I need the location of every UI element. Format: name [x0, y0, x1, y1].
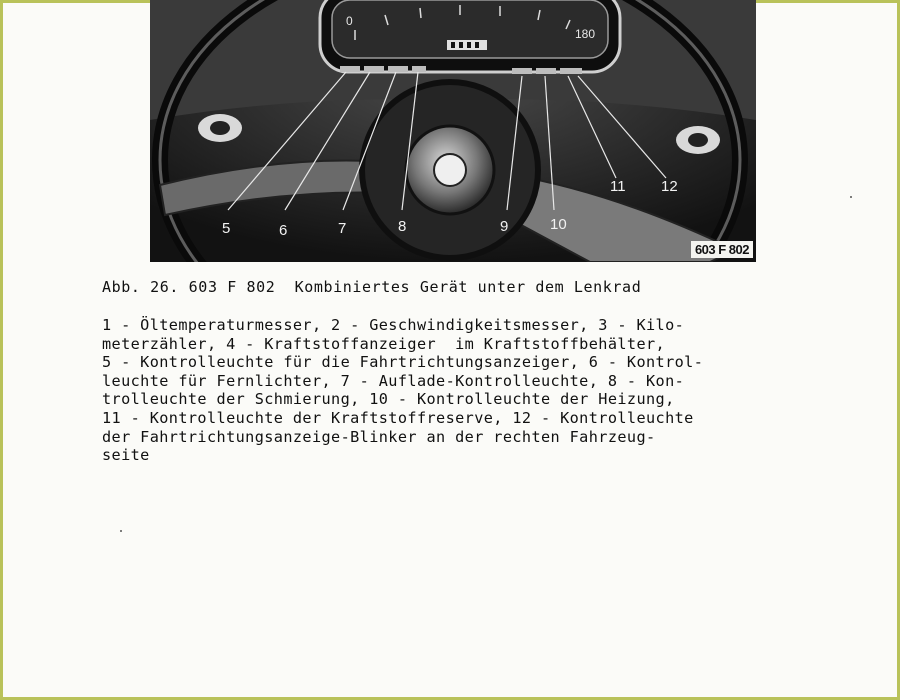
- callout-5: 5: [222, 220, 231, 237]
- scan-speck: [120, 530, 122, 532]
- gauge-label-180: 180: [575, 27, 596, 41]
- figure-legend: [102, 316, 862, 465]
- legend-line: der Fahrtrichtungsanzeige-Blinker an der rechten Fahrzeug-: [102, 427, 656, 446]
- callout-9: 9: [500, 218, 509, 235]
- figure-id-label: 603 F 802: [691, 241, 753, 258]
- callout-8: 8: [398, 218, 407, 235]
- callout-10: 10: [550, 216, 567, 233]
- dashboard-photo: [150, 0, 756, 262]
- callout-7: 7: [338, 220, 347, 237]
- legend-line: seite: [102, 446, 150, 465]
- legend-line: leuchte für Fernlichter, 7 - Auflade-Kontrolleuchte, 8 - Kon-: [102, 371, 685, 390]
- gauge-label-0: 0: [346, 14, 353, 28]
- legend-line: trolleuchte der Schmierung, 10 - Kontrolleuchte der Heizung,: [102, 390, 675, 409]
- callout-12: 12: [661, 178, 678, 195]
- figure-caption: Abb. 26. 603 F 802 Kombiniertes Gerät unter dem Lenkrad: [102, 278, 642, 296]
- scan-speck: [850, 196, 852, 198]
- legend-line: 1 - Öltemperaturmesser, 2 - Geschwindigkeitsmesser, 3 - Kilo-: [102, 316, 685, 334]
- callout-6: 6: [279, 222, 288, 239]
- legend-line: meterzähler, 4 - Kraftstoffanzeiger im Kraftstoffbehälter,: [102, 334, 666, 353]
- dashboard-illustration: [150, 0, 756, 262]
- legend-line: 11 - Kontrolleuchte der Kraftstoffreserve, 12 - Kontrolleuchte: [102, 408, 694, 427]
- legend-line: 5 - Kontrolleuchte für die Fahrtrichtungsanzeiger, 6 - Kontrol-: [102, 353, 704, 372]
- callout-11: 11: [610, 178, 626, 195]
